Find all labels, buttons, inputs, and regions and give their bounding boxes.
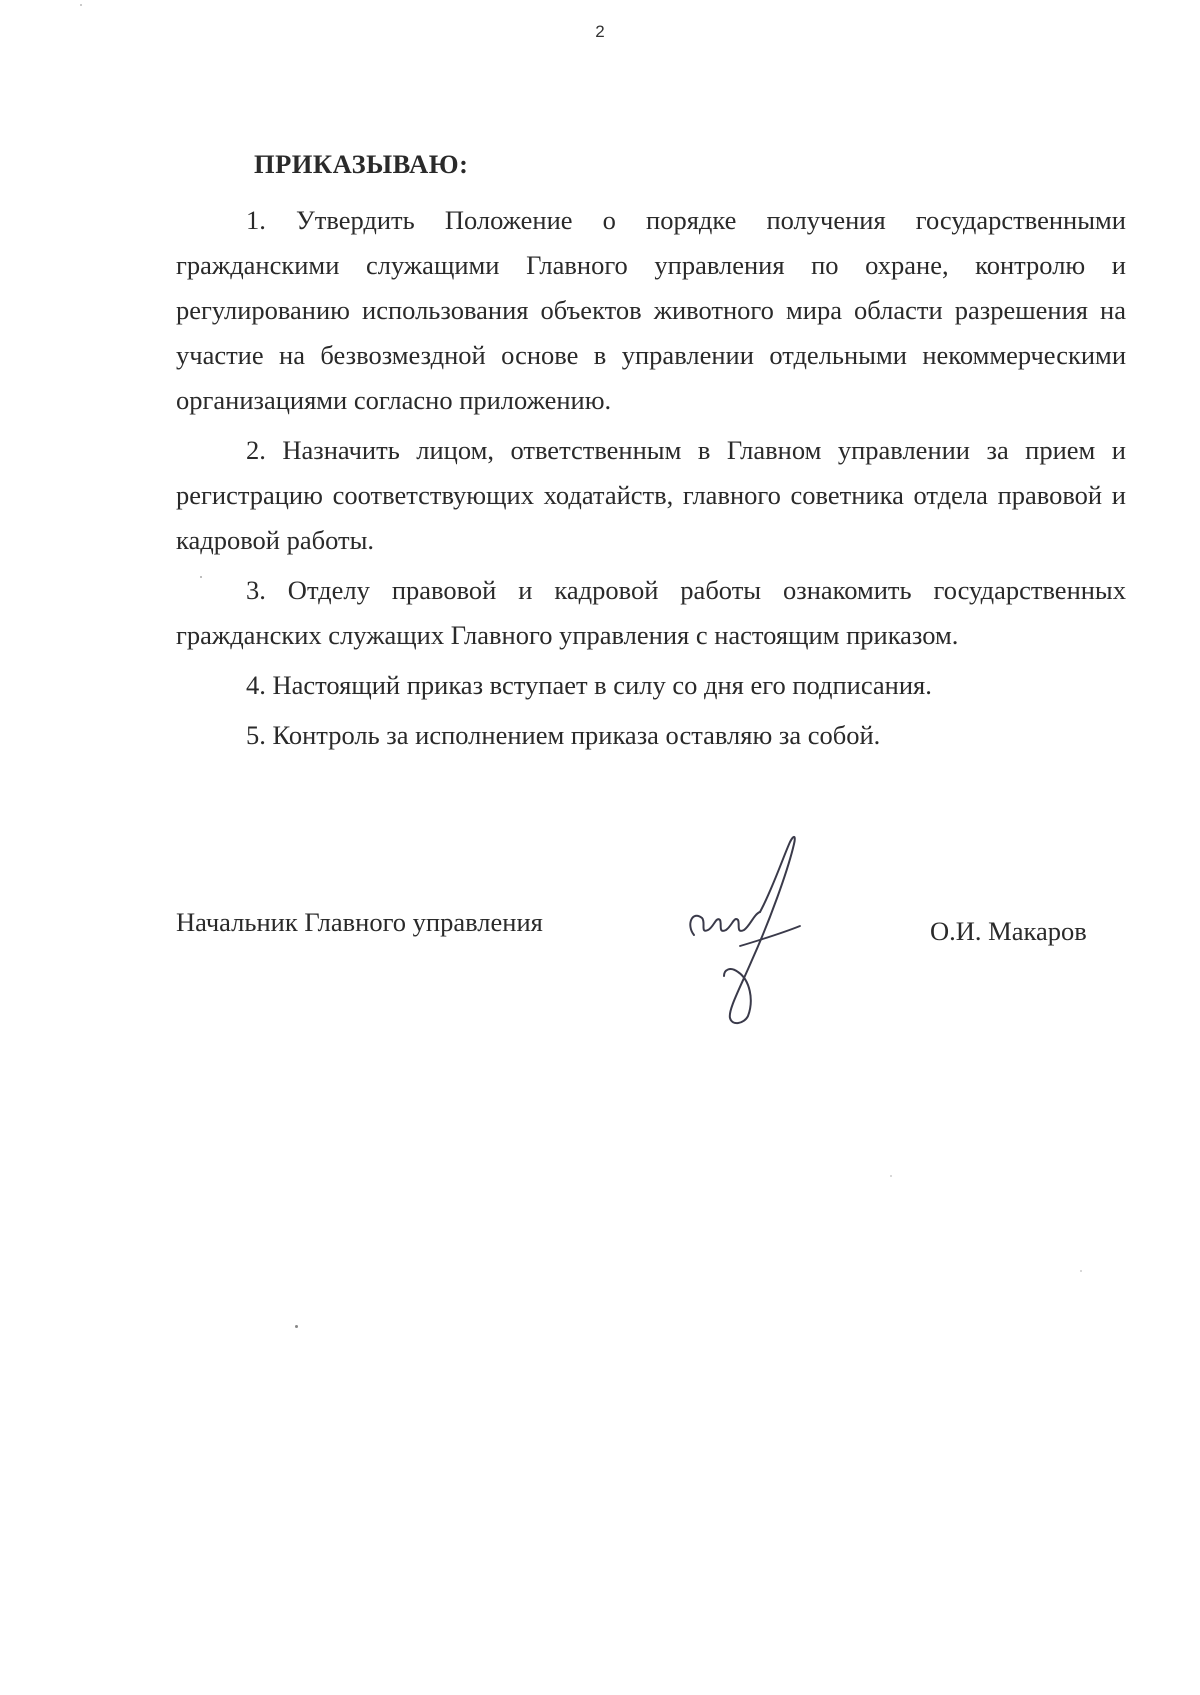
- clause-3: 3. Отделу правовой и кадровой работы ознакомить государственных гражданских служащих Главного управления с настоящим приказом.: [176, 575, 1126, 650]
- scan-speck: [1080, 1270, 1082, 1272]
- signatory-position: Начальник Главного управления: [176, 907, 543, 937]
- clause-5: 5. Контроль за исполнением приказа оставляю за собой.: [246, 720, 881, 750]
- document-body: [176, 140, 1126, 763]
- scan-speck: [80, 4, 82, 6]
- scan-speck: [295, 1325, 298, 1328]
- order-heading: ПРИКАЗЫВАЮ:: [254, 149, 469, 179]
- clause-1: 1. Утвердить Положение о порядке получения государственными гражданскими служащими Главного управления по охране, контролю и регулированию использования объектов животного мира области разрешения на участие на безвозмездной основе в управлении отдельными некоммерческими организациями согласно приложению.: [176, 205, 1126, 415]
- handwritten-signature: [680, 830, 840, 1030]
- page-number: 2: [595, 22, 605, 41]
- scan-speck: [890, 1175, 892, 1177]
- scan-speck: [200, 576, 202, 578]
- clause-4: 4. Настоящий приказ вступает в силу со дня его подписания.: [246, 670, 932, 700]
- clause-2: 2. Назначить лицом, ответственным в Главном управлении за прием и регистрацию соответствующих ходатайств, главного советника отдела правовой и кадровой работы.: [176, 435, 1126, 555]
- signatory-name: О.И. Макаров: [930, 916, 1087, 946]
